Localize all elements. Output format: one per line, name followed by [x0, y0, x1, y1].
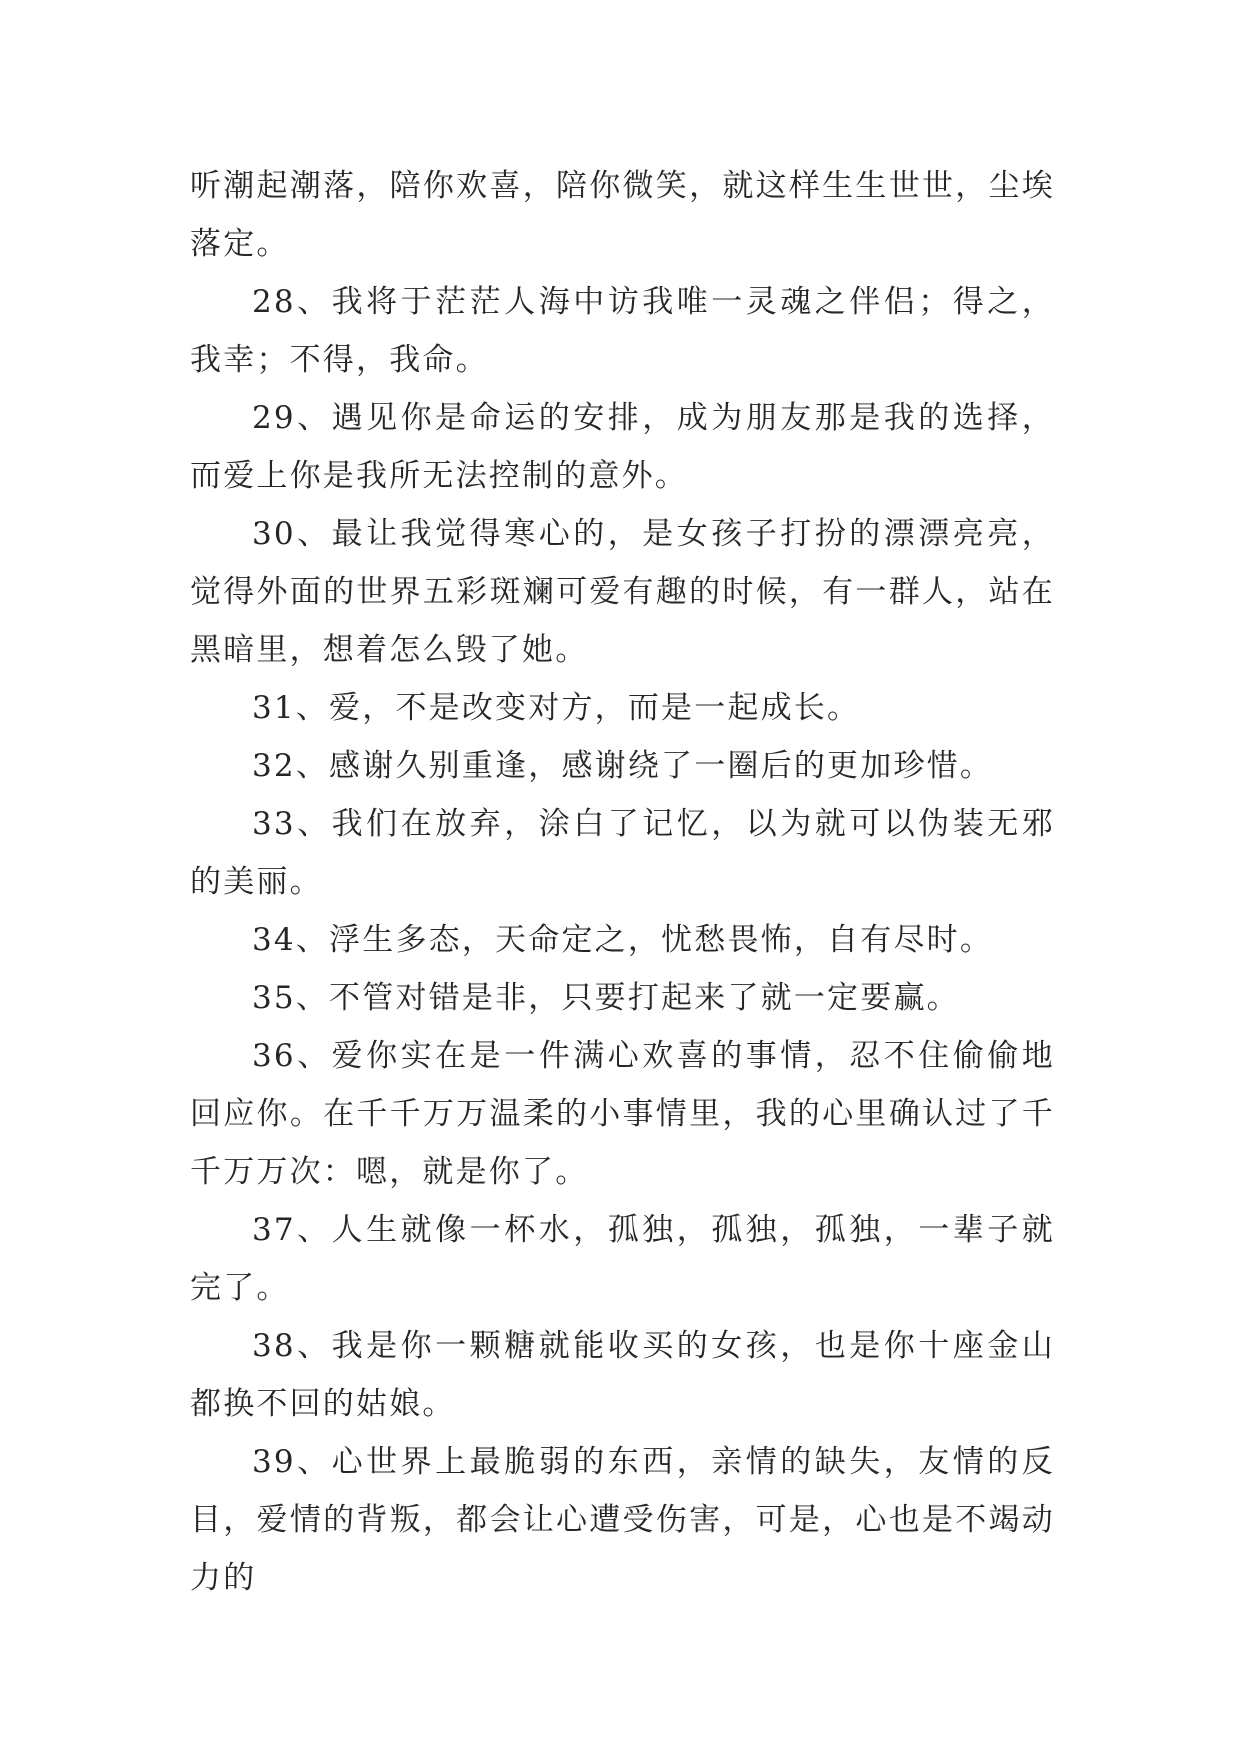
- paragraph-item-28: 28、我将于茫茫人海中访我唯一灵魂之伴侣；得之，我幸；不得，我命。: [190, 284, 1055, 378]
- paragraph-continuation: 听潮起潮落，陪你欢喜，陪你微笑，就这样生生世世，尘埃落定。: [190, 168, 1055, 262]
- paragraph-item-33: 33、我们在放弃，涂白了记忆，以为就可以伪装无邪的美丽。: [190, 806, 1055, 900]
- paragraph-item-30: 30、最让我觉得寒心的，是女孩子打扮的漂漂亮亮，觉得外面的世界五彩斑斓可爱有趣的时候，有一群人，站在黑暗里，想着怎么毁了她。: [190, 516, 1055, 668]
- paragraph-item-37: 37、人生就像一杯水，孤独，孤独，孤独，一辈子就完了。: [190, 1212, 1055, 1306]
- paragraph-item-29: 29、遇见你是命运的安排，成为朋友那是我的选择，而爱上你是我所无法控制的意外。: [190, 400, 1055, 494]
- paragraph-item-39: 39、心世界上最脆弱的东西，亲情的缺失，友情的反目，爱情的背叛，都会让心遭受伤害，可是，心也是不竭动力的: [190, 1444, 1055, 1596]
- paragraph-item-36: 36、爱你实在是一件满心欢喜的事情，忍不住偷偷地回应你。在千千万万温柔的小事情里，我的心里确认过了千千万万次：嗯，就是你了。: [190, 1038, 1055, 1190]
- paragraph-item-35: 35、不管对错是非，只要打起来了就一定要赢。: [252, 980, 960, 1016]
- paragraph-item-32: 32、感谢久别重逢，感谢绕了一圈后的更加珍惜。: [252, 748, 994, 784]
- paragraph-item-34: 34、浮生多态，天命定之，忧愁畏怖，自有尽时。: [252, 922, 994, 958]
- paragraph-item-31: 31、爱，不是改变对方，而是一起成长。: [252, 690, 861, 726]
- paragraph-item-38: 38、我是你一颗糖就能收买的女孩，也是你十座金山都换不回的姑娘。: [190, 1328, 1055, 1422]
- document-body: [190, 157, 1055, 1607]
